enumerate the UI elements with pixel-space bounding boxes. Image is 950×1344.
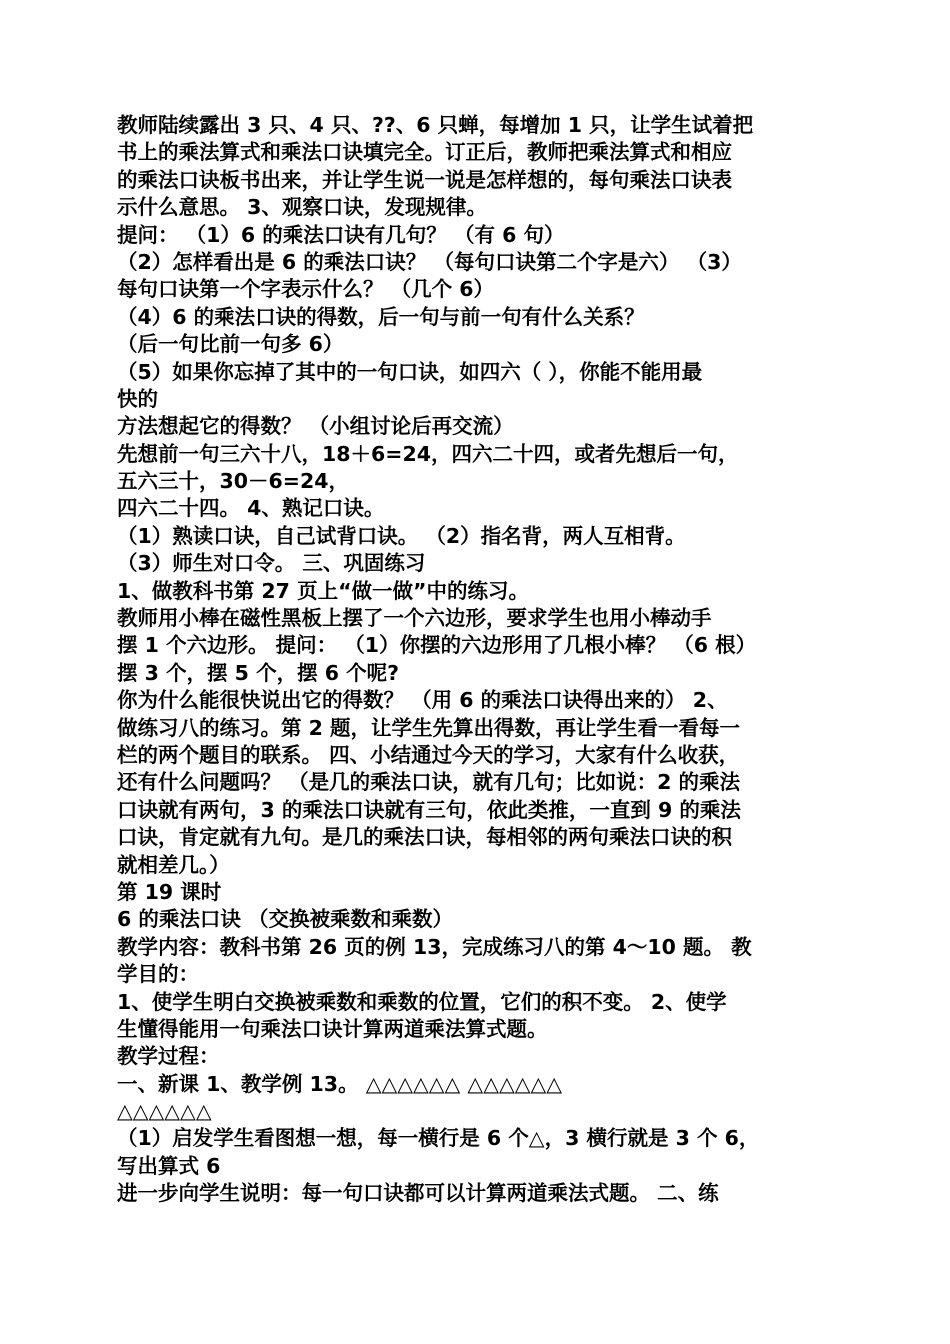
text-line: 摆 1 个六边形。 提问： （1）你摆的六边形用了几根小棒？ （6 根） [117, 633, 757, 658]
text-line: 第 19 课时 [117, 879, 222, 904]
text-line: 摆 3 个，摆 5 个，摆 6 个呢? [117, 660, 400, 685]
text-line: 一、新课 1、教学例 13。 △△△△△△ △△△△△△ [117, 1071, 563, 1096]
text-line: 提问： （1）6 的乘法口诀有几句？ （有 6 句） [117, 222, 565, 247]
text-line: 教师陆续露出 3 只、4 只、??、6 只蝉，每增加 1 只，让学生试着把 [117, 113, 754, 137]
text-line: 先想前一句三六十八，18＋6=24，四六二十四，或者先想后一句， [117, 441, 739, 466]
text-line: 口诀就有两句，3 的乘法口诀就有三句，依此类推，一直到 9 的乘法 [117, 797, 741, 822]
text-line: 教学内容：教科书第 26 页的例 13，完成练习八的第 4～10 题。 教 [117, 934, 752, 959]
text-line: （1）启发学生看图想一想，每一横行是 6 个△，3 横行就是 3 个 6， [117, 1126, 760, 1151]
text-line: 每句口诀第一个字表示什么？ （几个 6） [117, 277, 495, 302]
text-line: 进一步向学生说明：每一句口诀都可以计算两道乘法式题。 二、练 [117, 1181, 719, 1206]
text-line: （5）如果你忘掉了其中的一句口诀，如四六（ ），你能不能用最 [117, 359, 703, 384]
text-line: 口诀，肯定就有九句。是几的乘法口诀，每相邻的两句乘法口诀的积 [117, 825, 732, 850]
text-line: （后一句比前一句多 6） [117, 332, 344, 357]
text-line: 写出算式 6 [117, 1153, 221, 1178]
text-line: 五六三十，30－6=24， [117, 469, 349, 494]
text-line: 四六二十四。 4、熟记口诀。 [117, 496, 385, 521]
text-line: 学目的： [117, 962, 199, 987]
text-line: 的乘法口诀板书出来，并让学生说一说是怎样想的，每句乘法口诀表 [117, 167, 732, 192]
text-line: 做练习八的练习。第 2 题，让学生先算出得数，再让学生看一看每一 [117, 715, 741, 740]
text-line: 1、使学生明白交换被乘数和乘数的位置，它们的积不变。 2、使学 [117, 989, 727, 1014]
text-line: 教师用小棒在磁性黑板上摆了一个六边形，要求学生也用小棒动手 [117, 606, 712, 631]
text-line: 就相差几。） [117, 852, 230, 877]
text-line: （1）熟读口诀，自己试背口诀。 （2）指名背，两人互相背。 [117, 523, 686, 548]
text-line: 生懂得能用一句乘法口诀计算两道乘法算式题。 [117, 1016, 548, 1041]
text-line: 还有什么问题吗？ （是几的乘法口诀，就有几句；比如说：2 的乘法 [117, 770, 741, 795]
text-line: （4）6 的乘法口诀的得数，后一句与前一句有什么关系？ [117, 304, 645, 329]
text-line: 示什么意思。 3、观察口诀，发现规律。 [117, 195, 487, 220]
text-line: 栏的两个题目的联系。 四、小结通过今天的学习，大家有什么收获， [117, 742, 740, 767]
text-line: （2）怎样看出是 6 的乘法口诀？ （每句口诀第二个字是六） （3） [117, 249, 742, 274]
text-line: 教学过程： [117, 1044, 220, 1069]
text-line: 1、做教科书第 27 页上“做一做”中的练习。 [117, 578, 530, 603]
text-line: 快的 [117, 386, 158, 411]
text-line: 6 的乘法口诀 （交换被乘数和乘数） [117, 907, 454, 932]
text-line: 方法想起它的得数？ （小组讨论后再交流） [117, 414, 514, 439]
text-line: 你为什么能很快说出它的得数？ （用 6 的乘法口诀得出来的） 2、 [117, 688, 728, 713]
text-line: 书上的乘法算式和乘法口诀填完全。订正后，教师把乘法算式和相应 [117, 140, 732, 165]
document-page [117, 112, 837, 1208]
text-line: （3）师生对口令。 三、巩固练习 [117, 551, 426, 576]
text-line: △△△△△△ [117, 1099, 212, 1124]
